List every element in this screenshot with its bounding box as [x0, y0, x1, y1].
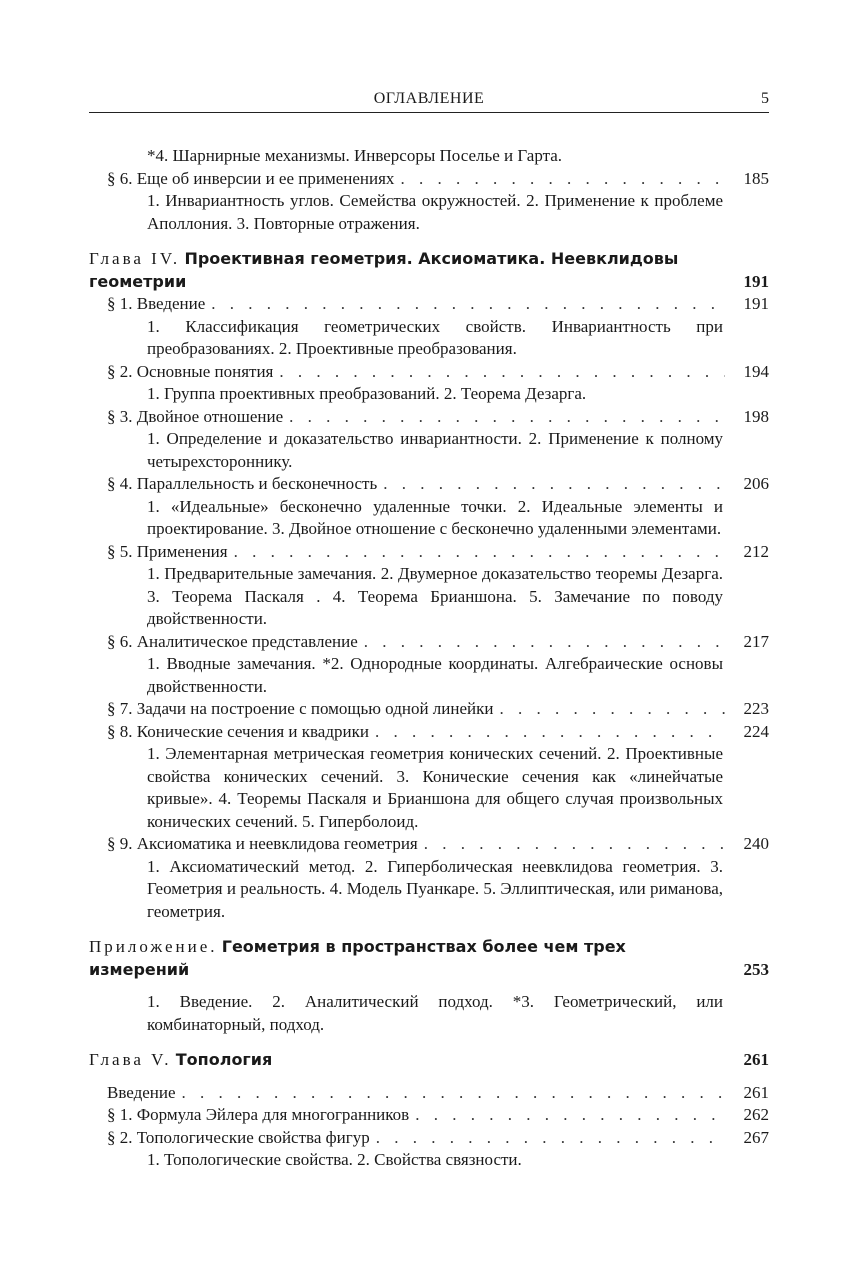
- section-number: § 9.: [107, 834, 133, 853]
- section-title: Еще об инверсии и ее применениях: [136, 168, 395, 188]
- chapter-title: Проективная геометрия. Аксиоматика. Неевклидовы геометрии: [89, 249, 679, 291]
- section-title: Аксиоматика и неевклидова геометрия: [136, 834, 418, 853]
- leader-dots: [400, 168, 725, 191]
- chapter-title: Топология: [175, 1050, 273, 1069]
- toc-subtopics: 1. Инвариантность углов. Семейства окружностей. 2. Применение к проблеме Аполлония. 3. Повторные отражения.: [147, 191, 723, 233]
- section-title: Аналитическое представление: [136, 631, 358, 651]
- section-number: § 2.: [107, 361, 133, 381]
- section-title: Применения: [136, 541, 228, 561]
- section-page: 217: [743, 631, 769, 651]
- leader-dots: [279, 361, 725, 384]
- toc-appendix: [89, 936, 769, 981]
- section-title: Введение: [136, 294, 206, 313]
- toc-section: [89, 698, 769, 721]
- toc-section: [89, 168, 769, 191]
- section-number: § 3.: [107, 406, 133, 426]
- section-title: Топологические свойства фигур: [136, 1127, 370, 1147]
- toc-section: [89, 473, 769, 496]
- section-page: 198: [743, 406, 769, 426]
- section-number: § 5.: [107, 541, 133, 561]
- section-title: Параллельность и бесконечность: [136, 474, 378, 493]
- leader-dots: [499, 698, 725, 721]
- leader-dots: [376, 1127, 725, 1150]
- toc-section: [89, 833, 769, 856]
- chapter-page: 191: [743, 271, 769, 291]
- toc-subtopics: 1. Предварительные замечания. 2. Двумерное доказательство теоремы Дезарга. 3. Теорема Паскаля . 4. Теорема Брианшона. 5. Замечание по поводу двойственности.: [147, 564, 723, 628]
- section-number: § 2.: [107, 1127, 133, 1147]
- chapter-prefix: Глава V.: [89, 1050, 172, 1069]
- leader-dots: [364, 631, 725, 654]
- leader-dots: [182, 1082, 725, 1105]
- section-title: Введение: [107, 1082, 176, 1102]
- section-title: Задачи на построение с помощью одной линейки: [136, 699, 494, 718]
- toc-subtopics: 1. Введение. 2. Аналитический подход. *3. Геометрический, или комбинаторный, подход.: [147, 992, 723, 1034]
- toc-subtopics: 1. Элементарная метрическая геометрия конических сечений. 2. Проективные свойства конических сечений. 3. Конические сечения как «линейчатые кривые». 4. Теоремы Паскаля и Брианшона для общего случая произвольных конических сечений. 5. Гиперболоид.: [147, 744, 723, 831]
- table-of-contents: [89, 145, 769, 1172]
- section-number: § 6.: [107, 631, 133, 651]
- toc-subtopics: 1. Топологические свойства. 2. Свойства связности.: [147, 1150, 522, 1169]
- toc-subentry: [89, 190, 769, 235]
- section-page: 240: [743, 834, 769, 853]
- toc-chapter: [89, 248, 769, 293]
- toc-subtopics: 1. Классификация геометрических свойств. Инвариантность при преобразованиях. 2. Проективные преобразования.: [147, 316, 723, 358]
- toc-section: [89, 631, 769, 654]
- appendix-page: 253: [743, 959, 769, 979]
- running-title: ОГЛАВЛЕНИЕ: [373, 90, 485, 107]
- toc-section: [89, 541, 769, 564]
- section-page: 206: [743, 474, 769, 493]
- section-page: 194: [743, 361, 769, 381]
- section-page: 261: [743, 1082, 769, 1102]
- toc-subtopics: 1. Определение и доказательство инвариантности. 2. Применение к полному четырехстороннику.: [147, 429, 723, 471]
- section-title: Конические сечения и квадрики: [136, 721, 369, 741]
- toc-section: [89, 1127, 769, 1150]
- toc-section: [89, 721, 769, 744]
- section-page: 185: [743, 168, 769, 188]
- running-header: [89, 88, 769, 113]
- chapter-sections: [89, 293, 769, 923]
- toc-subtopics: 1. Вводные замечания. *2. Однородные координаты. Алгебраические основы двойственности.: [147, 654, 723, 696]
- section-page: 212: [743, 541, 769, 561]
- toc-subtopics: 1. Аксиоматический метод. 2. Гиперболическая неевклидова геометрия. 3. Геометрия и реальность. 4. Модель Пуанкаре. 5. Эллиптическая, или риманова, геометрия.: [147, 856, 723, 921]
- section-page: 262: [743, 1105, 769, 1124]
- page-number: 5: [761, 90, 769, 107]
- leader-dots: [289, 406, 725, 429]
- toc-section: [89, 1082, 769, 1105]
- leader-dots: [424, 833, 725, 856]
- section-title: Двойное отношение: [136, 406, 284, 426]
- section-title: Формула Эйлера для многогранников: [136, 1105, 410, 1124]
- leader-dots: [211, 293, 725, 316]
- leader-dots: [415, 1104, 725, 1127]
- leader-dots: [234, 541, 725, 564]
- toc-subtopics: *4. Шарнирные механизмы. Инверсоры Поселье и Гарта.: [147, 146, 563, 165]
- toc-subentry: [89, 145, 769, 168]
- toc-chapter: [89, 1049, 769, 1072]
- section-number: § 4.: [107, 474, 133, 493]
- appendix-prefix: Приложение.: [89, 937, 218, 956]
- leader-dots: [383, 473, 725, 496]
- toc-section: [89, 406, 769, 429]
- toc-section: [89, 1104, 769, 1127]
- section-page: 267: [743, 1127, 769, 1147]
- section-number: § 1.: [107, 294, 133, 313]
- section-page: 224: [743, 721, 769, 741]
- toc-section: [89, 361, 769, 384]
- leader-dots: [375, 721, 725, 744]
- toc-section: [89, 293, 769, 316]
- section-title: Основные понятия: [136, 361, 274, 381]
- section-number: § 6.: [107, 168, 133, 188]
- toc-subtopics: 1. Группа проективных преобразований. 2. Теорема Дезарга.: [147, 384, 587, 403]
- section-page: 191: [743, 294, 769, 313]
- section-page: 223: [743, 699, 769, 718]
- section-number: § 8.: [107, 721, 133, 741]
- section-number: § 7.: [107, 699, 133, 718]
- toc-subtopics: 1. «Идеальные» бесконечно удаленные точки. 2. Идеальные элементы и проектирование. 3. Двойное отношение с бесконечно удаленными элементами.: [147, 496, 723, 538]
- appendix-title: Геометрия в пространствах более чем трех измерений: [89, 937, 626, 979]
- section-number: § 1.: [107, 1105, 133, 1124]
- chapter-page: 261: [743, 1050, 769, 1069]
- chapter-prefix: Глава IV.: [89, 249, 181, 268]
